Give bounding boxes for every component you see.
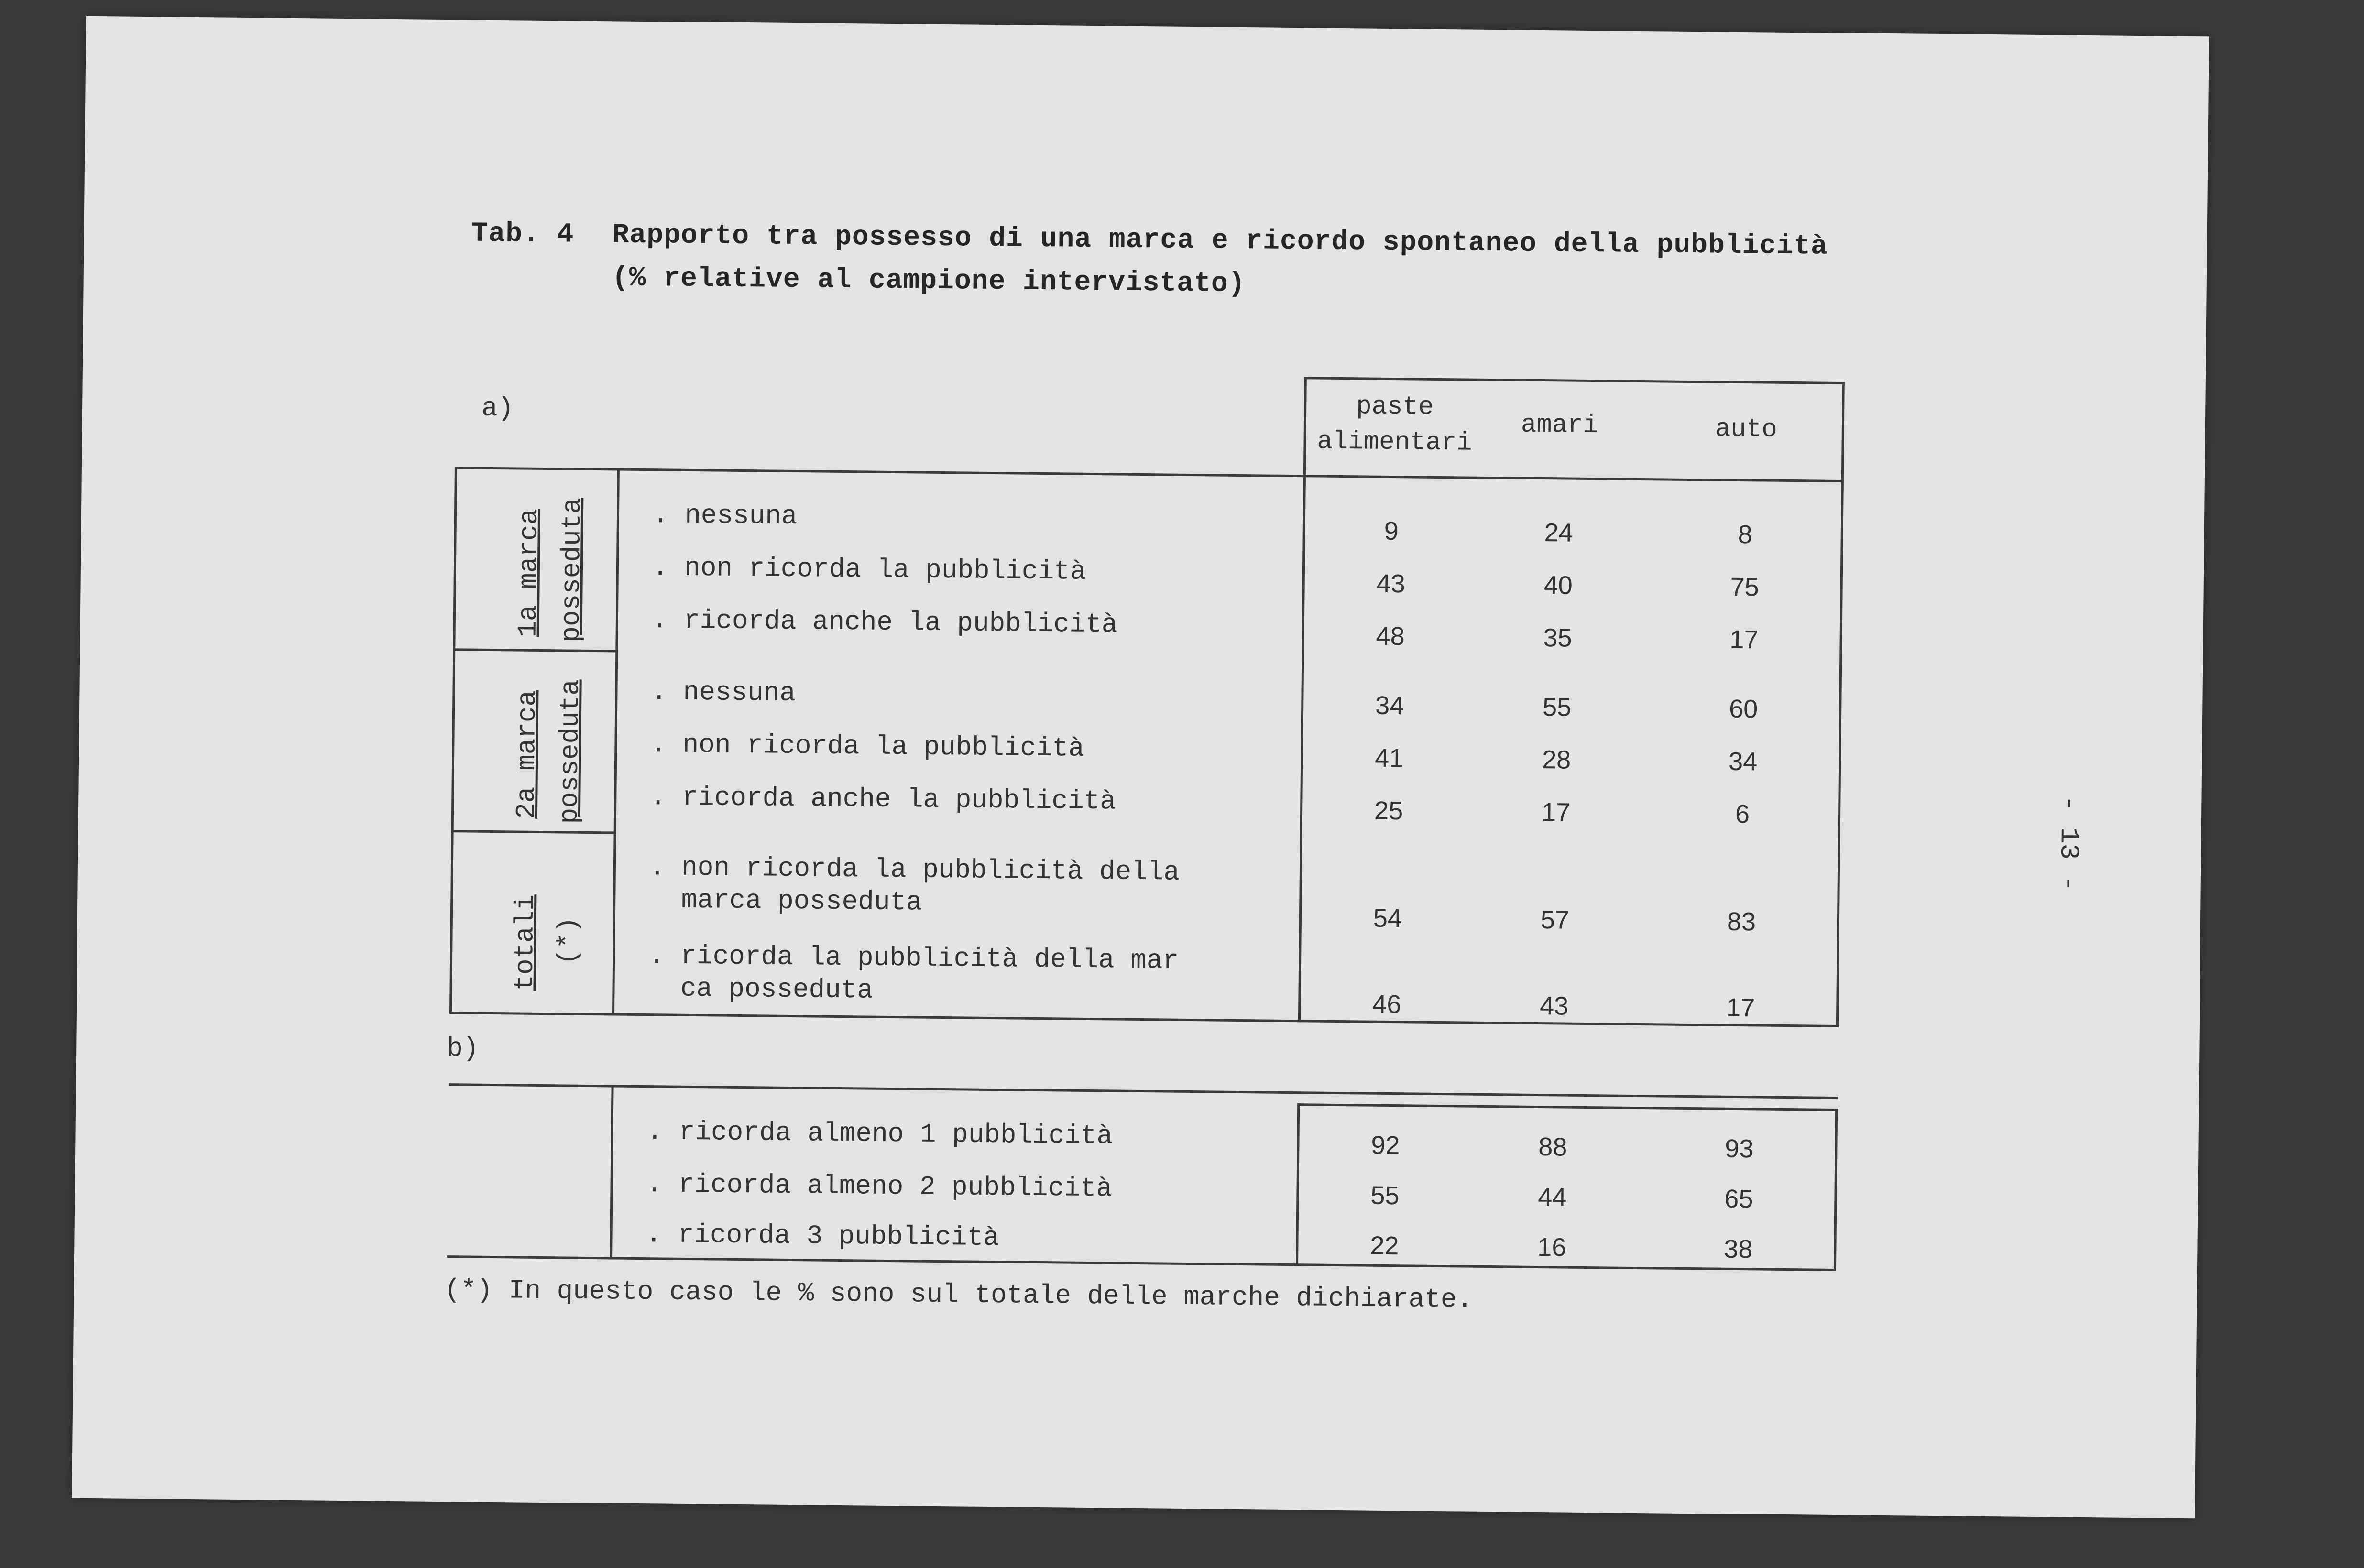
group-1-label-line1: 1a marca (513, 508, 545, 638)
value-cell: 17 (1726, 993, 1755, 1023)
group-1-separator (453, 648, 618, 652)
table-b-values-divider (1296, 1103, 1300, 1266)
value-cell: 43 (1376, 569, 1406, 599)
table-a-bottom-line (449, 1012, 1839, 1027)
value-cell: 75 (1730, 572, 1759, 602)
table-a-right-line (1836, 480, 1844, 1027)
header-right-line (1841, 382, 1845, 492)
value-cell: 41 (1374, 743, 1404, 773)
value-cell: 57 (1540, 905, 1570, 935)
row-label: . nessuna (651, 676, 796, 709)
table-b-top-line (449, 1083, 1838, 1099)
value-cell: 16 (1537, 1233, 1566, 1262)
row-label: . ricorda anche la pubblicità (650, 782, 1116, 817)
column-header-paste: paste alimentari (1317, 392, 1472, 458)
value-cell: 17 (1729, 625, 1759, 654)
table-b-right-line (1834, 1109, 1838, 1271)
value-cell: 8 (1738, 520, 1753, 549)
value-cell: 60 (1729, 694, 1758, 724)
value-cell: 88 (1538, 1132, 1567, 1162)
section-a-label: a) (481, 392, 514, 424)
footnote: (*) In questo caso le % sono sul totale delle marche dichiarate. (444, 1274, 1473, 1315)
group-3-label-line2: (*) (552, 916, 584, 965)
value-cell: 65 (1724, 1184, 1753, 1214)
value-cell: 83 (1727, 907, 1756, 936)
value-cell: 28 (1542, 745, 1571, 774)
table-b-label-divider (610, 1085, 614, 1259)
value-cell: 44 (1538, 1183, 1567, 1212)
value-cell: 34 (1375, 691, 1404, 720)
table-a-top-line (455, 467, 1844, 482)
group-2-label-line1: 2a marca (511, 690, 543, 819)
group-1-label-line2: posseduta (556, 497, 588, 642)
document-page (72, 16, 2209, 1518)
group-2-label-line2: posseduta (554, 679, 586, 824)
row-label: . ricorda anche la pubblicità (651, 605, 1118, 640)
value-cell: 34 (1728, 747, 1758, 776)
value-cell: 9 (1384, 516, 1399, 546)
value-cell: 43 (1539, 991, 1569, 1021)
row-label: . ricorda la pubblicità della mar ca posseduta (648, 940, 1179, 1006)
table-a-group-divider (612, 468, 620, 1015)
value-cell: 38 (1724, 1234, 1753, 1264)
value-cell: 55 (1542, 693, 1572, 722)
row-label: . nessuna (652, 500, 798, 532)
row-label: . non ricorda la pubblicità (652, 552, 1086, 587)
row-label: . ricorda almeno 2 pubblicità (646, 1169, 1113, 1204)
row-label: . non ricorda la pubblicità della marca posseduta (648, 852, 1180, 918)
table-number: Tab. 4 (471, 218, 574, 250)
value-cell: 17 (1541, 798, 1571, 827)
header-top-line (1304, 377, 1845, 384)
row-label: . ricorda 3 pubblicità (646, 1219, 1000, 1253)
row-label: . ricorda almeno 1 pubblicità (646, 1116, 1113, 1152)
table-title: Rapporto tra possesso di una marca e ricordo spontaneo della pubblicità (612, 219, 1828, 262)
value-cell: 46 (1372, 990, 1401, 1019)
table-b-values-top-line (1297, 1103, 1838, 1111)
group-3-label-line1: totali (509, 894, 541, 991)
value-cell: 55 (1370, 1181, 1400, 1210)
table-a-left-line (449, 467, 457, 1014)
page-number: - 13 - (2053, 795, 2085, 892)
section-b-label: b) (446, 1033, 479, 1064)
value-cell: 48 (1376, 621, 1405, 651)
value-cell: 40 (1543, 571, 1573, 600)
value-cell: 93 (1725, 1134, 1754, 1164)
row-label: . non ricorda la pubblicità (650, 729, 1085, 764)
value-cell: 24 (1544, 518, 1574, 547)
table-b-bottom-line (447, 1255, 1836, 1271)
value-cell: 22 (1370, 1231, 1399, 1261)
table-a-values-divider (1298, 475, 1306, 1022)
value-cell: 54 (1373, 904, 1402, 933)
value-cell: 6 (1735, 799, 1750, 829)
value-cell: 25 (1374, 796, 1403, 826)
column-header-auto: auto (1715, 414, 1777, 445)
table-subtitle: (% relative al campione intervistato) (612, 262, 1246, 300)
column-header-amari: amari (1521, 410, 1599, 441)
group-2-separator (451, 830, 616, 834)
value-cell: 35 (1543, 623, 1572, 653)
value-cell: 92 (1371, 1131, 1400, 1160)
